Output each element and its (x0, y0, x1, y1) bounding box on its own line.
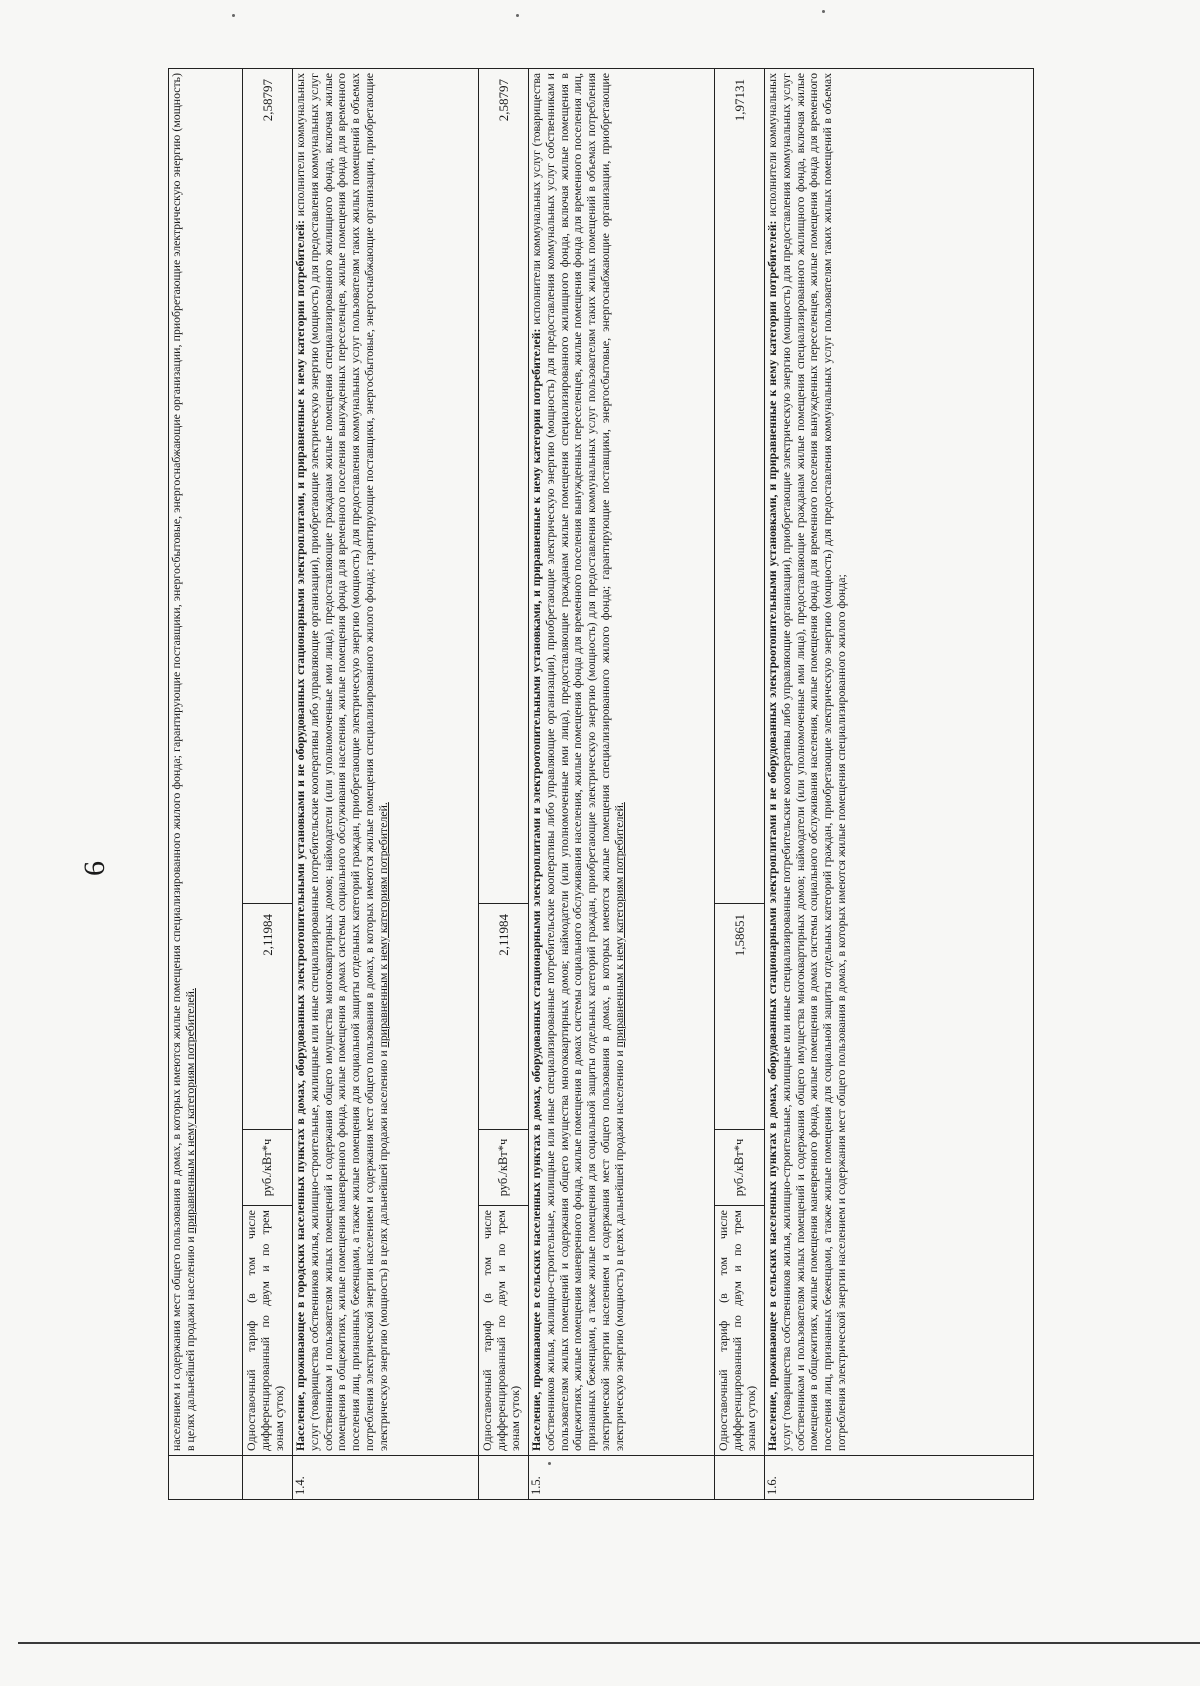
table-row (715, 69, 765, 1500)
row-text: населением и содержания мест общего пользования в домах, в которых имеются жилые помещения специализированного жилого фонда; гарантирующие поставщики, энергосбытовые, энергоснабжающие организации, приобретающие электрическую энергию (мощность) в целях дальнейшей продажи населению и (169, 73, 197, 1451)
row-number: 1.4. (293, 1456, 479, 1500)
table-row (293, 69, 479, 1500)
tariff-unit: руб./кВт*ч (715, 1130, 765, 1206)
scan-speck (822, 10, 825, 13)
tariff-name: Одноставочный тариф (в том числе дифференцированный по двум и по трем зонам суток) (479, 1206, 529, 1456)
scan-speck (548, 1462, 551, 1465)
tariff-value-1: 2,11984 (243, 904, 293, 1130)
scan-speck (516, 14, 519, 17)
row-text: исполнители коммунальных услуг (товарищества собственников жилья, жилищно-строительные, жилищные или иные специализированные потребительские кооперативы либо управляющие организации), приобретающие электрическую энергию (мощность) для предоставления коммунальных услуг собственникам и пользователям жилых помещений и содержания общего имущества многоквартирных домов; наймодатели (или уполномоченные ими лица), предоставляющие гражданам жилые помещения специализированного жилищного фонда, включая жилые помещения в общежитиях, жилые помещения маневренного фонда, жилые помещения в домах системы социального обслуживания населения, жилые помещения фонда для временного поселения вынужденных переселенцев, жилые помещения фонда для временного поселения лиц, признанных беженцами, а также жилые помещения для социальной защиты отдельных категорий граждан, приобретающие электрическую энергию (мощность) для предоставления коммунальных услуг пользователям таких жилых помещений в объемах потребления электрической энергии населением и содержания мест общего пользования в домах, в которых имеются жилые помещения специализированного жилого фонда; гарантирующие поставщики, энергосбытовые, энергоснабжающие организации, приобретающие электрическую энергию (мощность) в целях дальнейшей продажи населению и (293, 73, 390, 1451)
scan-edge-line (18, 1642, 1200, 1644)
tariff-unit: руб./кВт*ч (243, 1130, 293, 1206)
row-text: исполнители коммунальных услуг (товарищества собственников жилья, жилищно-строительные, жилищные или иные специализированные потребительские кооперативы либо управляющие организации), приобретающие электрическую энергию (мощность) для предоставления коммунальных услуг собственникам и пользователям жилых помещений и содержания общего имущества многоквартирных домов; наймодатели (или уполномоченные ими лица), предоставляющие гражданам жилые помещения специализированного жилищного фонда, включая жилые помещения в общежитиях, жилые помещения маневренного фонда, жилые помещения в домах системы социального обслуживания населения, жилые помещения фонда для временного поселения вынужденных переселенцев, жилые помещения фонда для временного поселения лиц, признанных беженцами, а также жилые помещения для социальной защиты отдельных категорий граждан, приобретающие электрическую энергию (мощность) для предоставления коммунальных услуг пользователям таких жилых помещений в объемах потребления электрической энергии населением и содержания мест общего пользования в домах, в которых имеются жилые помещения специализированного жилого фонда; гарантирующие поставщики, энергосбытовые, энергоснабжающие организации, приобретающие электрическую энергию (мощность) в целях дальнейшей продажи населению и (529, 72, 626, 1451)
table-row (479, 69, 529, 1500)
table-row (529, 69, 715, 1500)
table-row (765, 69, 1034, 1500)
row-text: исполнители коммунальных услуг (товарищества собственников жилья, жилищно-строительные, жилищные или иные специализированные потребительские кооперативы либо управляющие организации), приобретающие электрическую энергию (мощность) для предоставления коммунальных услуг собственникам и пользователям жилых помещений и содержания общего имущества многоквартирных домов; наймодатели (или уполномоченные ими лица), предоставляющие гражданам жилые помещения специализированного жилищного фонда, включая жилые помещения в общежитиях, жилые помещения маневренного фонда, жилые помещения в домах системы социального обслуживания населения, жилые помещения фонда для временного поселения вынужденных переселенцев, жилые помещения фонда для временного поселения лиц, признанных беженцами, а также жилые помещения для социальной защиты отдельных категорий граждан, приобретающие электрическую энергию (мощность) для предоставления коммунальных услуг пользователям таких жилых помещений в объемах потребления электрической энергии населением и содержания мест общего пользования в домах, в которых имеются жилые помещения специализированного жилого фонда; (765, 73, 848, 1451)
row-number: 1.6. (765, 1456, 1034, 1500)
row-description (529, 69, 715, 1456)
tariff-value-2: 2,58797 (243, 69, 293, 904)
tariff-table (168, 68, 1034, 1500)
tariff-value-2: 1,97131 (715, 69, 765, 904)
table-row (169, 69, 243, 1500)
tariff-name: Одноставочный тариф (в том числе дифференцированный по двум и по трем зонам суток) (243, 1206, 293, 1456)
row-text-underlined: приравненным к нему категориям потребителей. (375, 802, 390, 1048)
row-description (765, 69, 1034, 1456)
row-description (293, 69, 479, 1456)
row-title: Население, проживающее в сельских населенных пунктах в домах, оборудованных стационарными электроплитами и не оборудованных электроотопительными установками, и приравненные к нему категории потребителей: (765, 220, 779, 1451)
row-number-cell (169, 1456, 243, 1500)
tariff-unit: руб./кВт*ч (479, 1130, 529, 1206)
row-number: 1.5. (529, 1456, 715, 1500)
table-row (243, 69, 293, 1500)
page-number: 6 (78, 861, 111, 876)
tariff-value-2: 2,58797 (479, 69, 529, 904)
tariff-value-1: 2,11984 (479, 904, 529, 1130)
row-text-underlined: приравненным к нему категориям потребителей. (182, 988, 197, 1234)
row-description (169, 69, 243, 1456)
scan-speck (232, 14, 235, 17)
row-title: Население, проживающее в городских населенных пунктах в домах, оборудованных электроотопительными установками и не оборудованных стационарными электроплитами, и приравненные к нему категории потребителей: (293, 220, 307, 1451)
row-title: Население, проживающее в сельских населенных пунктах в домах, оборудованных стационарными электроплитами и электроотопительными установками, и приравненные к нему категории потребителей: (529, 328, 543, 1451)
tariff-name: Одноставочный тариф (в том числе дифференцированный по двум и по трем зонам суток) (715, 1206, 765, 1456)
tariff-value-1: 1,58651 (715, 904, 765, 1130)
row-text-underlined: приравненным к нему категориям потребителей. (611, 802, 626, 1048)
